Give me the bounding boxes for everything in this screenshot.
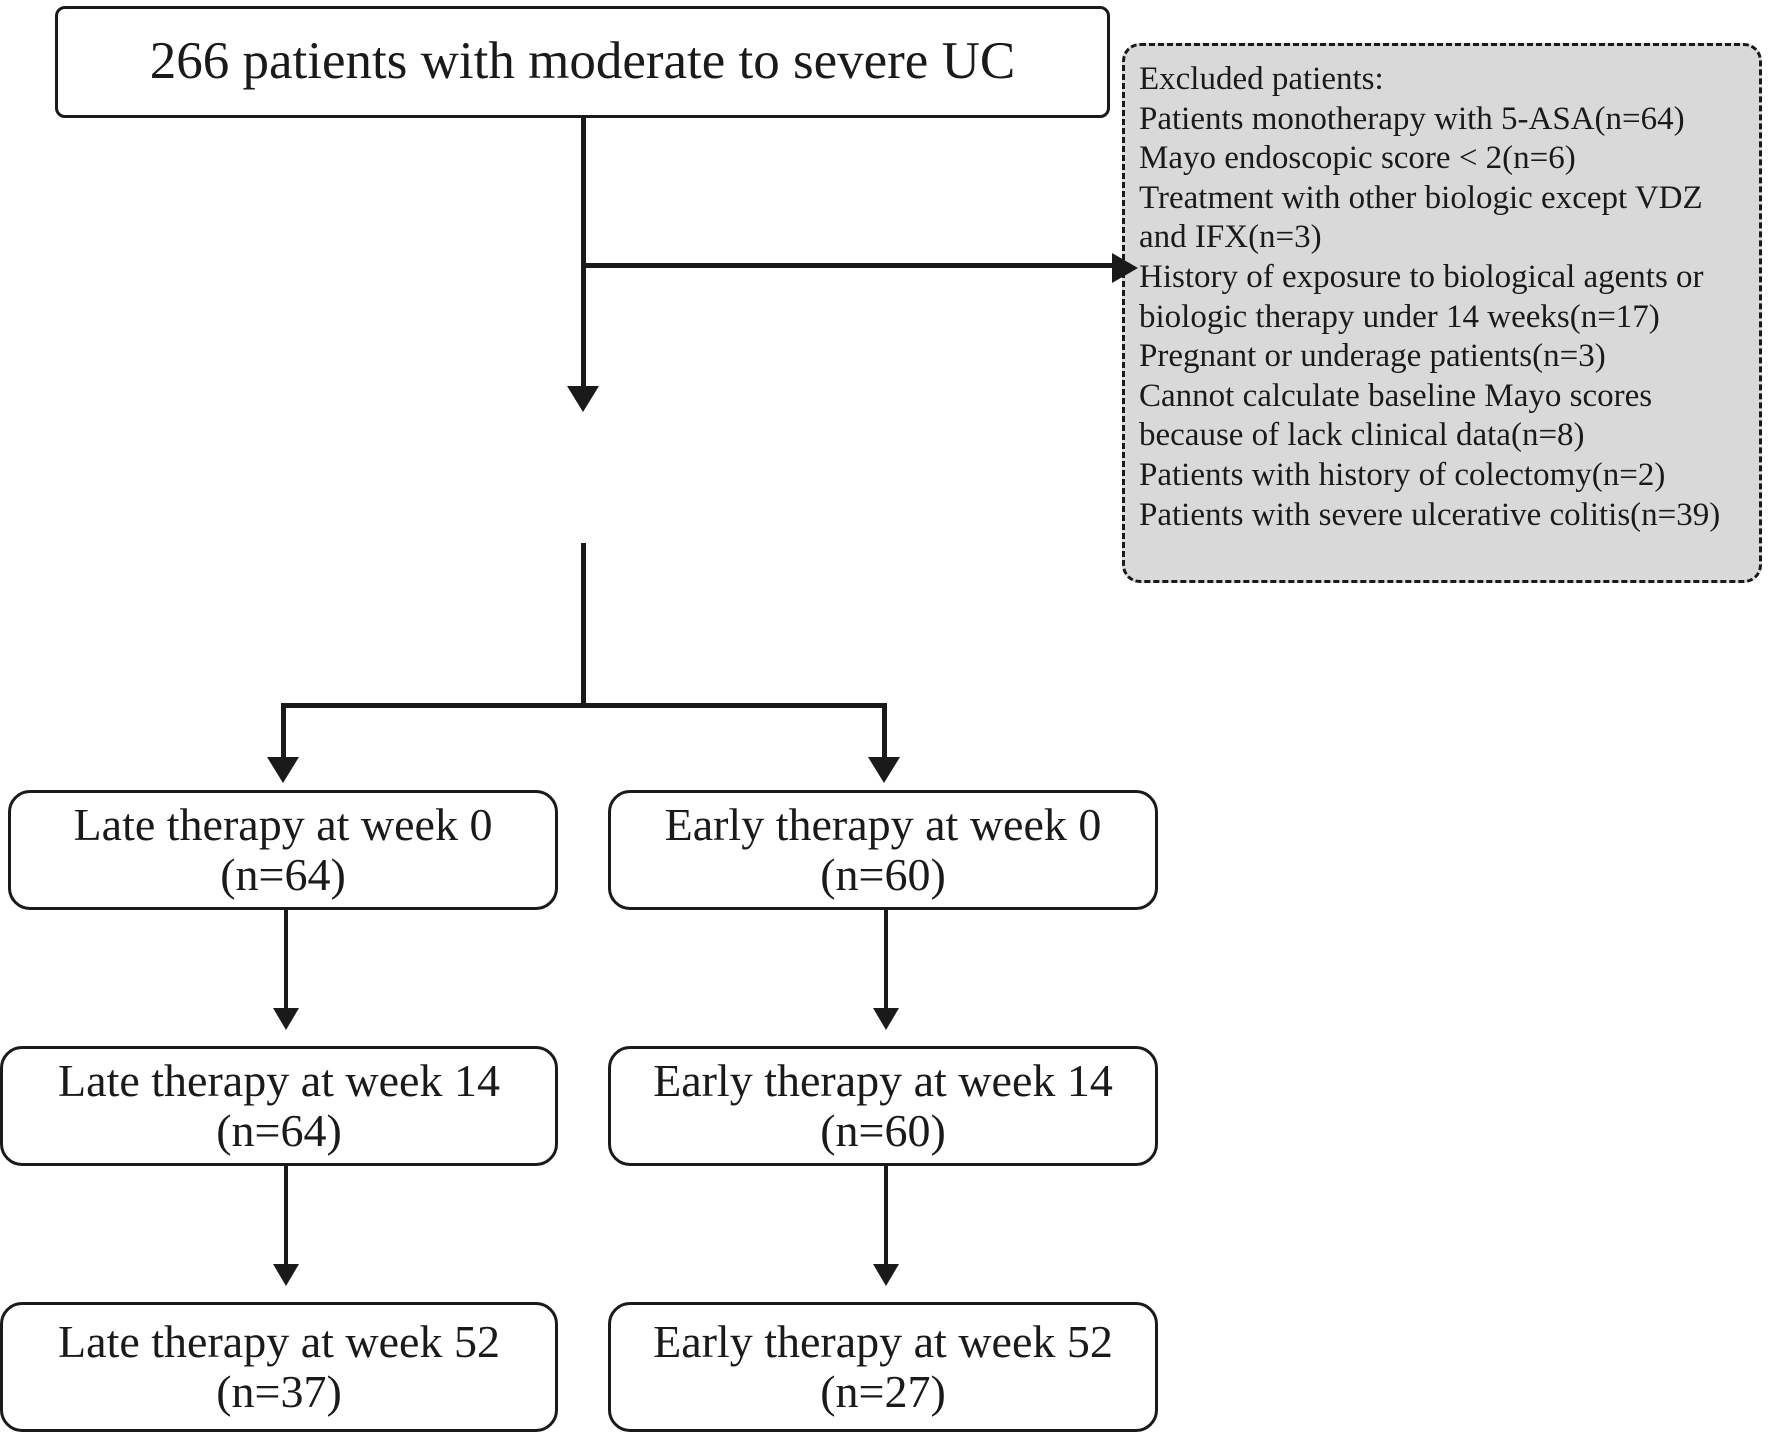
node-late-therapy-week0-label: Late therapy at week 0 xyxy=(73,799,493,851)
connector-early-0-to-14 xyxy=(884,910,888,1010)
arrowhead-late-0-to-14 xyxy=(273,1008,299,1030)
node-early-therapy-week0-count: (n=60) xyxy=(820,849,946,900)
node-late-therapy-week14-count: (n=64) xyxy=(216,1105,342,1156)
excluded-item: Cannot calculate baseline Mayo scores xyxy=(1139,377,1653,414)
arrowhead-to-excluded xyxy=(1112,253,1138,283)
excluded-patients-box xyxy=(1122,43,1762,583)
excluded-item: because of lack clinical data(n=8) xyxy=(1139,417,1585,454)
excluded-item: History of exposure to biological agents or xyxy=(1139,258,1704,295)
arrowhead-split-right xyxy=(868,757,900,783)
node-late-therapy-week0 xyxy=(8,790,558,910)
node-early-therapy-week14-count: (n=60) xyxy=(820,1105,946,1156)
arrowhead-split-left xyxy=(267,757,299,783)
excluded-item: biologic therapy under 14 weeks(n=17) xyxy=(1139,298,1660,335)
connector-to-excluded xyxy=(581,263,1119,268)
node-early-therapy-week14 xyxy=(608,1046,1158,1166)
excluded-item: Mayo endoscopic score < 2(n=6) xyxy=(1139,140,1576,177)
connector-late-14-to-52 xyxy=(284,1166,288,1266)
node-early-therapy-week52 xyxy=(608,1302,1158,1432)
connector-split-right xyxy=(882,703,887,760)
node-early-therapy-week52-count: (n=27) xyxy=(820,1366,946,1417)
connector-included-down xyxy=(581,543,586,708)
node-early-therapy-week0-label: Early therapy at week 0 xyxy=(664,799,1102,851)
node-late-therapy-week14-label: Late therapy at week 14 xyxy=(58,1055,500,1107)
connector-early-14-to-52 xyxy=(884,1166,888,1266)
excluded-item: and IFX(n=3) xyxy=(1139,219,1322,256)
excluded-item: Treatment with other biologic except VDZ xyxy=(1139,179,1703,216)
node-late-therapy-week52 xyxy=(0,1302,558,1432)
excluded-item: Patients with severe ulcerative colitis(n=39) xyxy=(1139,496,1721,533)
node-early-therapy-week14-label: Early therapy at week 14 xyxy=(653,1055,1113,1107)
connector-late-0-to-14 xyxy=(284,910,288,1010)
connector-split-left xyxy=(281,703,286,760)
excluded-heading: Excluded patients: xyxy=(1139,61,1384,97)
node-early-therapy-week0 xyxy=(608,790,1158,910)
arrowhead-early-0-to-14 xyxy=(873,1008,899,1030)
excluded-item: Patients with history of colectomy(n=2) xyxy=(1139,456,1666,493)
excluded-item: Patients monotherapy with 5-ASA(n=64) xyxy=(1139,100,1685,137)
node-late-therapy-week52-count: (n=37) xyxy=(216,1366,342,1417)
node-late-therapy-week52-label: Late therapy at week 52 xyxy=(58,1316,500,1368)
arrowhead-early-14-to-52 xyxy=(873,1264,899,1286)
connector-total-to-included xyxy=(581,118,586,389)
arrowhead-late-14-to-52 xyxy=(273,1264,299,1286)
excluded-item: Pregnant or underage patients(n=3) xyxy=(1139,338,1606,375)
node-total-patients-label: 266 patients with moderate to severe UC xyxy=(149,32,1016,91)
arrowhead-total-to-included xyxy=(567,386,599,412)
node-total-patients xyxy=(55,6,1110,118)
node-late-therapy-week0-count: (n=64) xyxy=(220,849,346,900)
node-late-therapy-week14 xyxy=(0,1046,558,1166)
node-early-therapy-week52-label: Early therapy at week 52 xyxy=(653,1316,1113,1368)
connector-split-horizontal xyxy=(281,703,887,708)
